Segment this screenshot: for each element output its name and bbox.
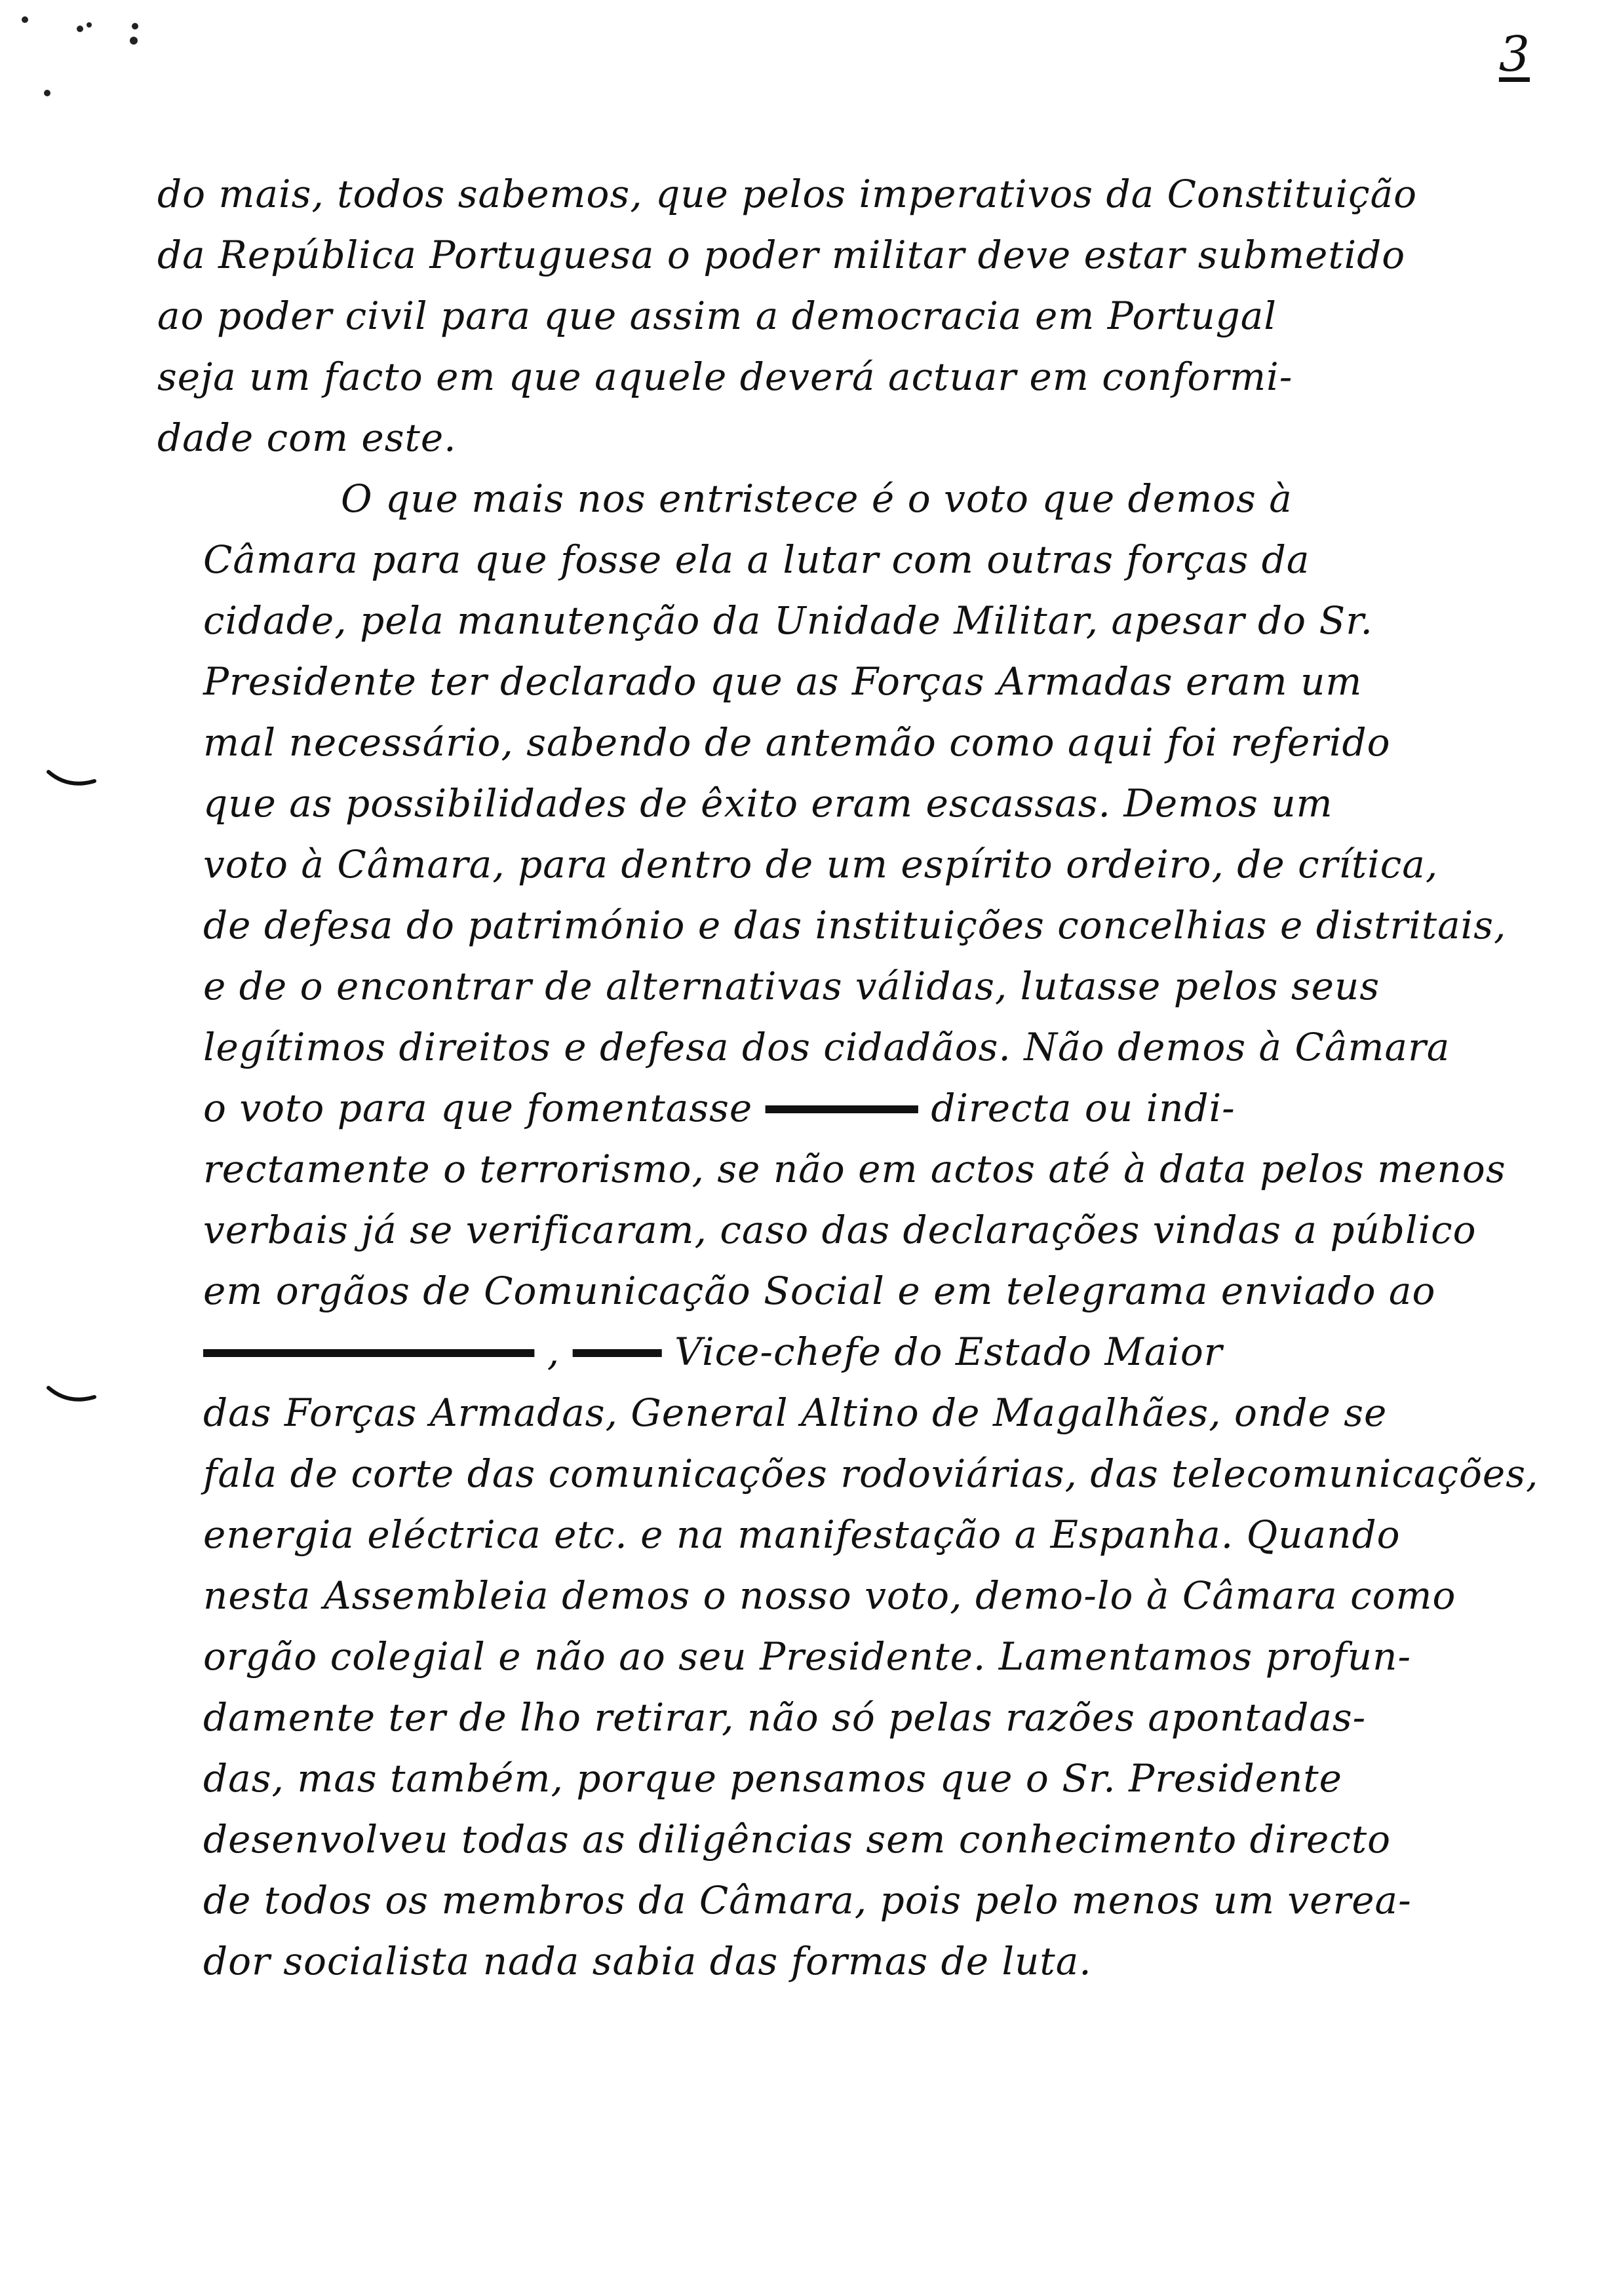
text-line: de defesa do património e das instituições concelhias e distritais, bbox=[203, 903, 1507, 947]
scan-specks bbox=[0, 0, 197, 131]
text-line: desenvolveu todas as diligências sem conhecimento directo bbox=[203, 1817, 1391, 1862]
text-line: e de o encontrar de alternativas válidas, lutasse pelos seus bbox=[203, 964, 1380, 1008]
text-line: orgão colegial e não ao seu Presidente. Lamentamos profun- bbox=[203, 1634, 1412, 1679]
text-line: verbais já se verificaram, caso das declarações vindas a público bbox=[203, 1208, 1477, 1252]
text-fragment: Vice-chefe do Estado Maior bbox=[674, 1330, 1223, 1374]
text-line: energia eléctrica etc. e na manifestação a Espanha. Quando bbox=[203, 1512, 1401, 1557]
text-line bbox=[157, 1322, 1573, 1383]
text-line: Presidente ter declarado que as Forças Armadas eram um bbox=[203, 659, 1363, 704]
handwritten-text-body bbox=[157, 164, 1573, 1992]
text-line: nesta Assembleia demos o nosso voto, demo-lo à Câmara como bbox=[203, 1573, 1456, 1618]
text-line: dor socialista nada sabia das formas de luta. bbox=[203, 1939, 1092, 1983]
margin-hole-mark bbox=[46, 1383, 98, 1409]
struck-out-phrase bbox=[203, 1330, 534, 1374]
text-line: O que mais nos entristece é o voto que demos à bbox=[341, 476, 1293, 521]
text-line: das Forças Armadas, General Altino de Magalhães, onde se bbox=[203, 1390, 1388, 1435]
text-line: seja um facto em que aquele deverá actuar em conformi- bbox=[157, 354, 1293, 399]
struck-out-word bbox=[573, 1330, 662, 1374]
text-line: cidade, pela manutenção da Unidade Militar, apesar do Sr. bbox=[203, 598, 1373, 643]
text-line: da República Portuguesa o poder militar deve estar submetido bbox=[157, 233, 1406, 277]
text-line: voto à Câmara, para dentro de um espírito ordeiro, de crítica, bbox=[203, 842, 1439, 887]
text-line: em orgãos de Comunicação Social e em telegrama enviado ao bbox=[203, 1269, 1436, 1313]
text-line: Câmara para que fosse ela a lutar com outras forças da bbox=[203, 537, 1310, 582]
text-line: de todos os membros da Câmara, pois pelo menos um verea- bbox=[203, 1878, 1412, 1923]
text-line bbox=[157, 1078, 1573, 1139]
text-line: ao poder civil para que assim a democracia em Portugal bbox=[157, 294, 1277, 338]
text-line: das, mas também, porque pensamos que o Sr. Presidente bbox=[203, 1756, 1343, 1801]
text-line: dade com este. bbox=[157, 415, 457, 460]
text-line: que as possibilidades de êxito eram escassas. Demos um bbox=[203, 781, 1333, 826]
text-line: legítimos direitos e defesa dos cidadãos. Não demos à Câmara bbox=[203, 1025, 1450, 1069]
text-fragment: o voto para que fomentasse bbox=[203, 1086, 753, 1130]
struck-out-word bbox=[766, 1086, 918, 1130]
text-line: mal necessário, sabendo de antemão como aqui foi referido bbox=[203, 720, 1391, 765]
margin-hole-mark bbox=[46, 767, 98, 793]
text-fragment: , bbox=[547, 1330, 573, 1374]
text-line: damente ter de lho retirar, não só pelas razões apontadas- bbox=[203, 1695, 1367, 1740]
text-line: fala de corte das comunicações rodoviárias, das telecomunicações, bbox=[203, 1451, 1539, 1496]
page-number: 3 bbox=[1498, 26, 1530, 83]
text-line: do mais, todos sabemos, que pelos imperativos da Constituição bbox=[157, 172, 1418, 216]
text-line: rectamente o terrorismo, se não em actos até à data pelos menos bbox=[203, 1147, 1506, 1191]
text-fragment: directa ou indi- bbox=[931, 1086, 1236, 1130]
